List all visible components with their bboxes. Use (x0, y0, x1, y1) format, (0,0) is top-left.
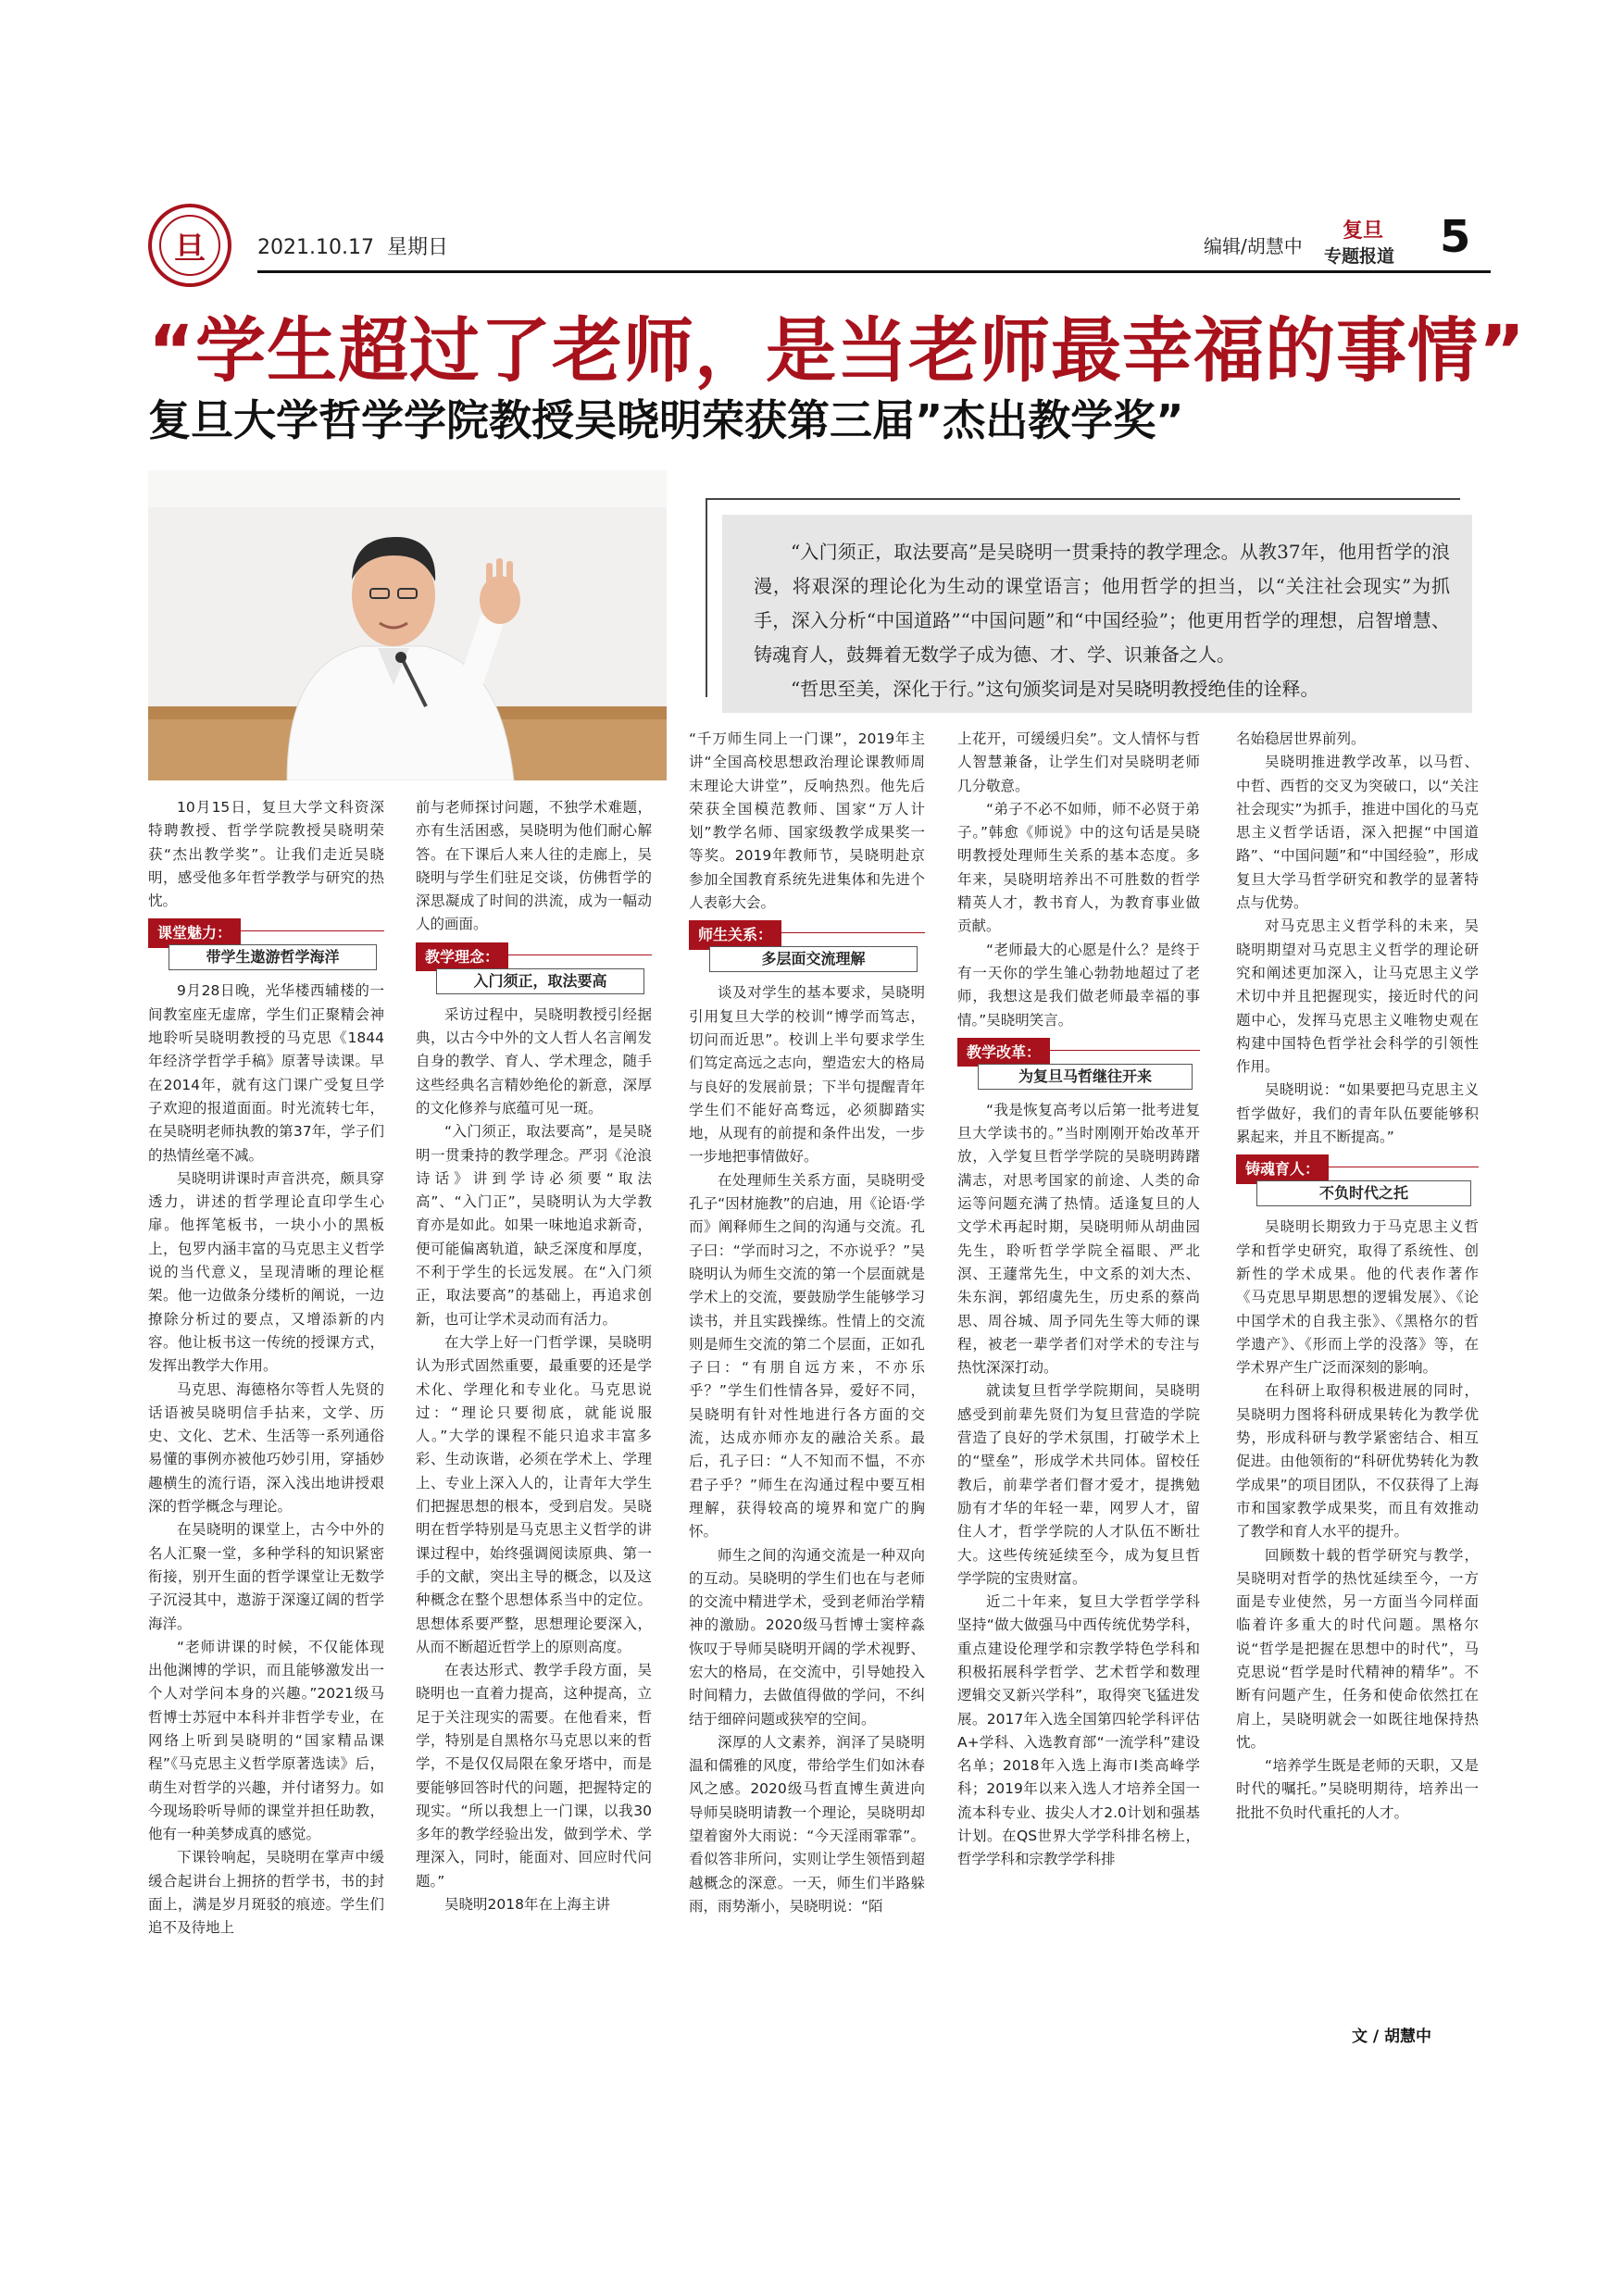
section-tag: 师生关系： (689, 920, 781, 949)
paragraph: 在吴晓明的课堂上，古今中外的名人汇聚一堂，多种学科的知识紧密衔接，别开生面的哲学课堂让无数学子沉浸其中，遨游于深邃辽阔的哲学海洋。 (148, 1521, 384, 1632)
headline: “学生超过了老师，是当老师最幸福的事情” (148, 309, 1526, 392)
section-tag: 课堂魅力： (148, 918, 241, 947)
paper-name: 复旦 (1343, 218, 1384, 243)
section-title: 不负时代之托 (1256, 1180, 1471, 1206)
paragraph: 谈及对学生的基本要求，吴晓明引用复旦大学的校训“博学而笃志，切问而近思”。校训上半句要求学生们笃定高远之志向，塑造宏大的格局与良好的发展前景；下半句提醒青年学生们不能好高骛远，必须脚踏实地，从现有的前提和条件出发，一步一步地把事情做好。 (689, 984, 925, 1166)
section-heading-classroom (148, 918, 384, 972)
paragraph: 在大学上好一门哲学课，吴晓明认为形式固然重要，最重要的还是学术化、学理化和专业化。马克思说过：“理论只要彻底，就能说服人。”大学的课程不能只追求丰富多彩、生动诙谐，必须在学术上、学理上、专业上深入人的，让青年大学生们把握思想的根本，受到启发。吴晓明在哲学特别是马克思主义哲学的讲课过程中，始终强调阅读原典、第一手的文献，突出主导的概念，以及这种概念在整个思想体系当中的定位。思想体系要严整，思想理论要深入，从而不断超近哲学上的原则高度。 (416, 1333, 652, 1655)
paragraph: “老师讲课的时候，不仅能体现出他渊博的学识，而且能够激发出一个人对学问本身的兴趣。”2021级马哲博士苏冠中本科并非哲学专业，在网络上听到吴晓明的“国家精品课程”《马克思主义哲学原著选读》后，萌生对哲学的兴趣，并付诸努力。如今现场聆听导师的课堂并担任助教，他有一种美梦成真的感觉。 (148, 1638, 384, 1843)
paragraph: “千万师生同上一门课”，2019年主讲“全国高校思想政治理论课教师周末理论大讲堂”，反响热烈。他先后荣获全国模范教师、国家“万人计划”教学名师、国家级教学成果奖一等奖。2019年教师节，吴晓明赴京参加全国教育系统先进集体和先进个人表彰大会。 (689, 730, 925, 912)
paragraph: 下课铃响起，吴晓明在掌声中缓缓合起讲台上拥挤的哲学书，书的封面上，满是岁月斑驳的痕迹。学生们追不及待地上 (148, 1849, 384, 1937)
paragraph: 10月15日，复旦大学文科资深特聘教授、哲学学院教授吴晓明荣获“杰出教学奖”。让我们走近吴晓明，感受他多年哲学教学与研究的热忱。 (148, 799, 384, 910)
paragraph: 师生之间的沟通交流是一种双向的互动。吴晓明的学生们也在与老师的交流中精进学术，受到老师治学精神的激励。2020级马哲博士窦梓淼恢叹于导师吴晓明开阔的学术视野、宏大的格局，在交流中，引导她投入时间精力，去做值得做的学问，不纠结于细碎问题或狭窄的空间。 (689, 1546, 925, 1728)
paragraph: 马克思、海德格尔等哲人先贤的话语被吴晓明信手拈来，文学、历史、文化、艺术、生活等一系列通俗易懂的事例亦被他巧妙引用，穿插妙趣横生的流行语，深入浅出地讲授艰深的哲学概念与理论。 (148, 1380, 384, 1516)
paragraph: 在表达形式、教学手段方面，吴晓明也一直着力提高，这种提高，立足于关注现实的需要。在他看来，哲学，特别是自黑格尔马克思以来的哲学，不是仅仅局限在象牙塔中，而是要能够回答时代的问题，把握特定的现实。“所以我想上一门课，以我30多年的教学经验出发，做到学术、学理深入，同时，能面对、回应时代问题。” (416, 1662, 652, 1890)
section-heading-reform (957, 1038, 1200, 1092)
section-title: 带学生遨游哲学海洋 (169, 944, 377, 970)
paragraph: 在处理师生关系方面，吴晓明受孔子“因材施教”的启迪，用《论语·学而》阐释师生之间的沟通与交流。孔子曰：“学而时习之，不亦说乎？”吴晓明认为师生交流的第一个层面就是学术上的交流，要鼓励学生能够学习读书，并且实践操练。性情上的交流则是师生交流的第二个层面，正如孔子曰：“有朋自远方来，不亦乐乎？”学生们性情各异，爱好不同，吴晓明有针对性地进行各方面的交流，达成亦师亦友的融洽关系。最后，孔子曰：“人不知而不愠，不亦君子乎？”师生在沟通过程中要互相理解，获得较高的境界和宽广的胸怀。 (689, 1171, 925, 1541)
section-tag: 铸魂育人： (1236, 1154, 1329, 1183)
section-tag: 教学理念： (416, 942, 508, 971)
issue-date: 2021.10.17 星期日 (257, 236, 448, 259)
column-1 (148, 796, 384, 1940)
seal-char: 旦 (174, 230, 206, 268)
paragraph: “我是恢复高考以后第一批考进复旦大学读书的。”当时刚刚开始改革开放，入学复旦哲学学院的吴晓明踌躇满志，对思考国家的前途、人类的命运等问题充满了热情。适逢复旦的人文学术再起时期，吴晓明师从胡曲园先生，聆听哲学学院全福眼、严北溟、王蘧常先生，中文系的刘大杰、朱东润，郭绍虞先生，历史系的蔡尚思、周谷城、周予同先生等大师的课程，被老一辈学者们对学术的专注与热忱深深打动。 (957, 1101, 1200, 1377)
section-name: 专题报道 (1324, 246, 1395, 267)
university-seal-logo (148, 204, 231, 287)
paragraph: “老师最大的心愿是什么？是终于有一天你的学生雏心勃勃地超过了老师，我想这是我们做老师最幸福的事情。”吴晓明笑言。 (957, 941, 1200, 1029)
paragraph: “入门须正，取法要高”，是吴晓明一贯秉持的教学理念。严羽《沧浪诗话》讲到学诗必须要“取法高”、“入门正”，吴晓明认为大学教育亦是如此。如果一味地追求新奇，便可能偏离轨道，缺乏深度和厚度，不利于学生的长远发展。在“入门须正，取法要高”的基础上，再追求创新，也可让学术灵动而有活力。 (416, 1123, 652, 1328)
header-rule (257, 270, 1491, 273)
column-3 (689, 728, 925, 1918)
column-4 (957, 728, 1200, 1872)
section-heading-education (1236, 1154, 1479, 1208)
section-heading-relations (689, 920, 925, 974)
paragraph: 在科研上取得积极进展的同时，吴晓明力图将科研成果转化为教学优势，形成科研与教学紧密结合、相互促进。由他领衔的“科研优势转化为教学成果”的项目团队，不仅获得了上海市和国家教学成果奖，而且有效推动了教学和育人水平的提升。 (1236, 1382, 1479, 1541)
section-title: 入门须正，取法要高 (436, 968, 644, 994)
section-tag: 教学改革： (957, 1038, 1050, 1067)
weekday: 星期日 (386, 236, 448, 259)
paragraph: 前与老师探讨问题，不独学术难题，亦有生活困惑，吴晓明为他们耐心解答。在下课后人来人往的走廊上，吴晓明与学生们驻足交谈，仿佛哲学的深思凝成了时间的洪流，成为一幅动人的画面。 (416, 799, 652, 933)
paragraph: 吴晓明长期致力于马克思主义哲学和哲学史研究，取得了系统性、创新性的学术成果。他的代表作著作《马克思早期思想的逻辑发展》、《论中国学术的自我主张》、《黑格尔的哲学遗产》、《形而上学的没落》等，在学术界产生广泛而深刻的影响。 (1236, 1218, 1479, 1377)
section-title: 多层面交流理解 (709, 946, 918, 972)
paragraph: 深厚的人文素养，润泽了吴晓明温和儒雅的风度，带给学生们如沐春风之感。2020级马哲直博生黄进向导师吴晓明请教一个理论，吴晓明却望着窗外大雨说：“今天淫雨霏霏”。看似答非所问，实则让学生领悟到超越概念的深意。一天，师生们半路躲雨，雨势渐小，吴晓明说：“陌 (689, 1733, 925, 1915)
subheadline: 复旦大学哲学学院教授吴晓明荣获第三届”杰出教学奖” (148, 395, 1184, 445)
page-number: 5 (1440, 211, 1471, 263)
masthead (148, 204, 1491, 278)
paragraph: 上花开，可缓缓归矣”。文人情怀与哲人智慧兼备，让学生们对吴晓明老师几分敬意。 (957, 730, 1200, 794)
quote-paragraph: “哲思至美，深化于行。”这句颁奖词是对吴晓明教授绝佳的诠释。 (791, 678, 1319, 700)
paragraph: “培养学生既是老师的天职，又是时代的嘱托。”吴晓明期待，培养出一批批不负时代重托的人才。 (1236, 1757, 1479, 1821)
editor-credit: 编辑/胡慧中 (1204, 235, 1303, 257)
paragraph: 回顾数十载的哲学研究与教学，吴晓明对哲学的热忱延续至今，一方面是专业使然，另一方面当今同样面临着许多重大的时代问题。黑格尔说“哲学是把握在思想中的时代”，马克思说“哲学是时代精神的精华”。不断有问题产生，任务和使命依然扛在肩上，吴晓明就会一如既往地保持热忱。 (1236, 1546, 1479, 1751)
paragraph: 吴晓明推进教学改革，以马哲、中哲、西哲的交叉为突破口，以“关注社会现实”为抓手，推进中国化的马克思主义哲学话语，深入把握“中国道路”、“中国问题”和“中国经验”，形成复旦大学马哲学研究和教学的显著特点与优势。 (1236, 754, 1479, 912)
paragraph: 吴晓明说：“如果要把马克思主义哲学做好，我们的青年队伍要能够积累起来，并且不断提高。” (1236, 1081, 1479, 1146)
lecture-photo (148, 470, 667, 780)
section-heading-philosophy (416, 942, 652, 996)
paragraph: 采访过程中，吴晓明教授引经据典，以古今中外的文人哲人名言阐发自身的教学、育人、学术理念，随手这些经典名言精妙绝伦的新意，深厚的文化修养与底蕴可见一斑。 (416, 1005, 652, 1117)
column-5 (1236, 728, 1479, 1825)
column-2 (416, 796, 652, 1916)
quote-paragraph: “入门须正，取法要高”是吴晓明一贯秉持的教学理念。从教37年，他用哲学的浪漫，将艰深的理论化为生动的课堂语言；他用哲学的担当，以“关注社会现实”为抓手，深入分析“中国道路”“中国问题”和“中国经验”；他更用哲学的理想，启智增慧、铸魂育人，鼓舞着无数学子成为德、才、学、识兼备之人。 (754, 541, 1450, 666)
paragraph: 9月28日晚，光华楼西辅楼的一间教室座无虚席，学生们正聚精会神地聆听吴晓明教授的马克思《1844年经济学哲学手稿》原著导读课。早在2014年，就有这门课广受复旦学子欢迎的报道面面。时光流转七年，在吴晓明老师执教的第37年，学子们的热情丝毫不减。 (148, 982, 384, 1164)
paragraph: 对马克思主义哲学科的未来，吴晓明期望对马克思主义哲学的理论研究和阐述更加深入，让马克思主义学术切中并且把握现实，接近时代的问题中心，发挥马克思主义唯物史观在构建中国特色哲学社会科学的引领性作用。 (1236, 917, 1479, 1076)
paragraph: “弟子不必不如师，师不必贤于弟子。”韩愈《师说》中的这句话是吴晓明教授处理师生关系的基本态度。多年来，吴晓明培养出不可胜数的哲学精英人才，教书育人，为教育事业做贡献。 (957, 800, 1200, 935)
paragraph: 近二十年来，复旦大学哲学学科坚持“做大做强马中西传统优势学科，重点建设伦理学和宗教学特色学科和积极拓展科学哲学、艺术哲学和数理逻辑交叉新兴学科”，取得突飞猛进发展。2017年入选全国第四轮学科评估A+学科、入选教育部“一流学科”建设名单；2018年入选上海市I类高峰学科；2019年以来入选人才培养全国一流本科专业、拔尖人才2.0计划和强基计划。在QS世界大学学科排名榜上，哲学学科和宗教学学科排 (957, 1593, 1200, 1868)
section-title: 为复旦马哲继往开来 (978, 1064, 1193, 1090)
paragraph: 名始稳居世界前列。 (1236, 730, 1366, 747)
paragraph: 吴晓明讲课时声音洪亮，颇具穿透力，讲述的哲学理论直印学生心扉。他挥笔板书，一块小小的黑板上，包罗内涵丰富的马克思主义哲学说的当代意义，呈现清晰的理论框架。他一边做条分缕析的阐说，一边撩除分析过的要点，又增添新的内容。他让板书这一传统的授课方式，发挥出教学大作用。 (148, 1169, 384, 1375)
pull-quote (722, 515, 1472, 713)
paragraph: 就读复旦哲学学院期间，吴晓明感受到前辈先贤们为复旦营造的学院营造了良好的学术氛围，打破学术上的“壁垒”，形成学术共同体。留校任教后，前辈学者们督才爱才，提携勉励有才华的年轻一辈，网罗人才，留住人才，哲学学院的人才队伍不断壮大。这些传统延续至今，成为复旦哲学学院的宝贵财富。 (957, 1382, 1200, 1587)
paragraph: 吴晓明2018年在上海主讲 (444, 1896, 610, 1914)
author-byline: 文 / 胡慧中 (1352, 2028, 1432, 2046)
